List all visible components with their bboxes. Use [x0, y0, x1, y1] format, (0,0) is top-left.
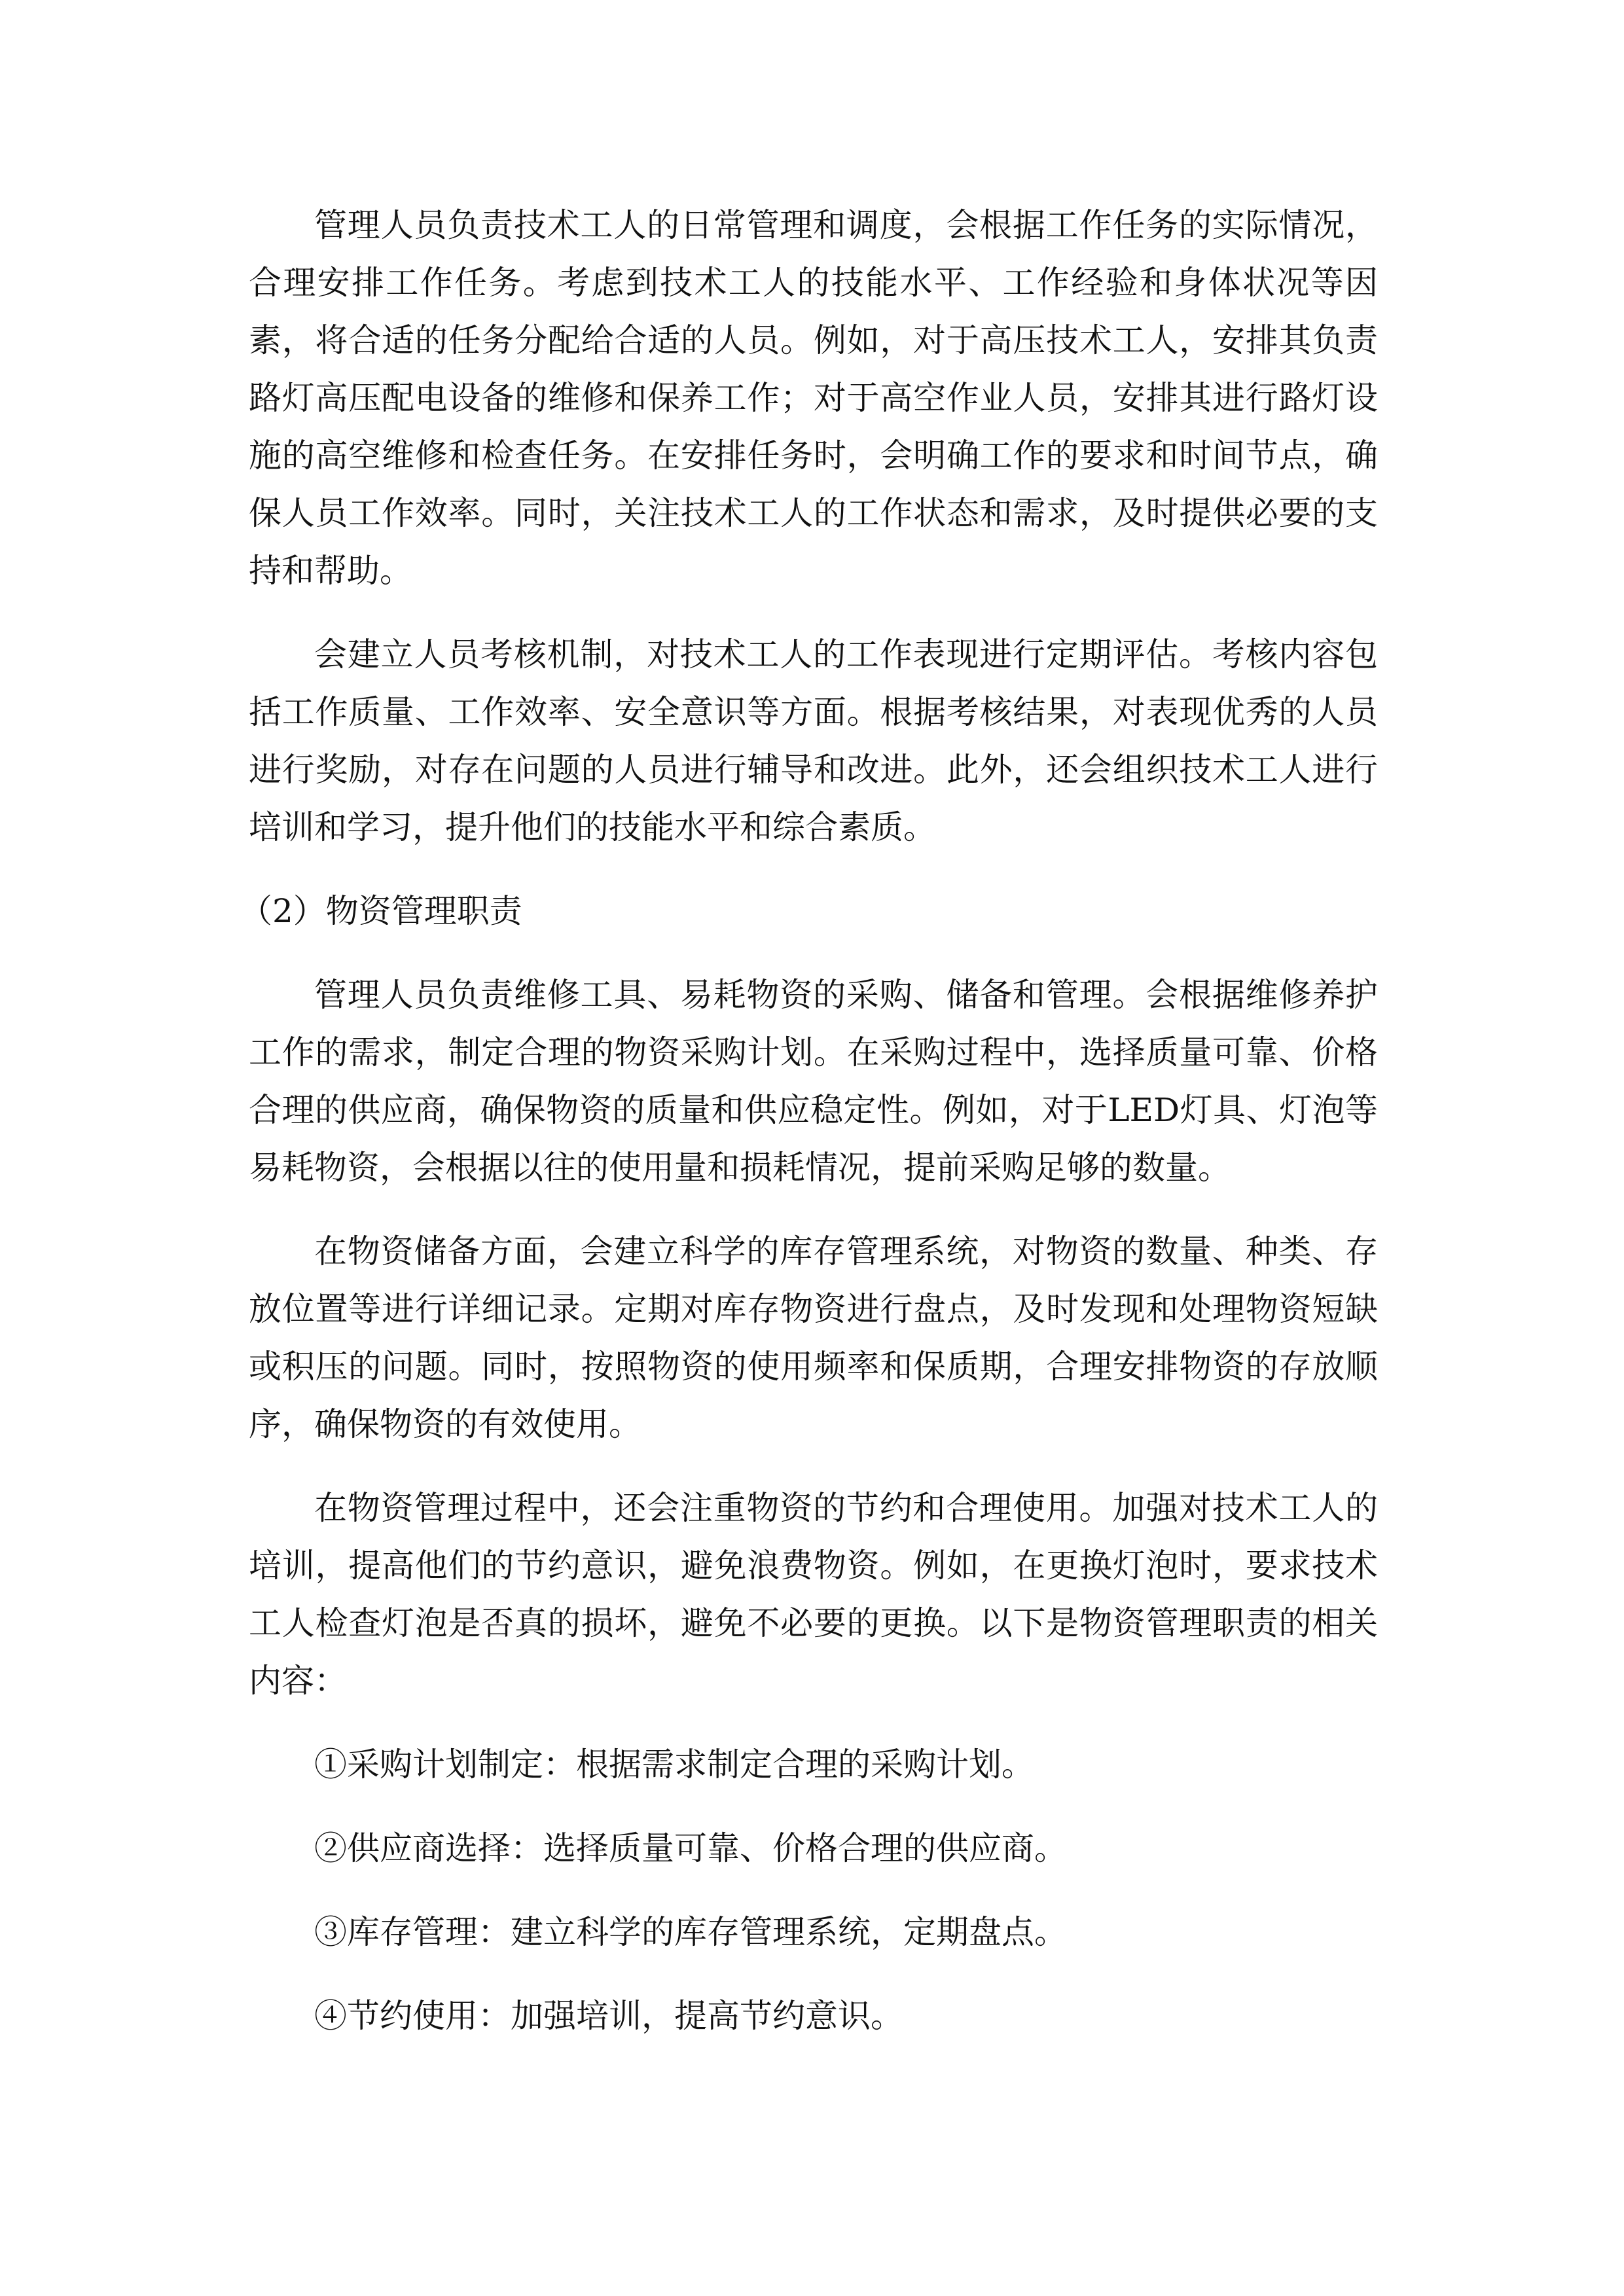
list-item: ②供应商选择：选择质量可靠、价格合理的供应商。 [314, 1829, 1067, 1867]
body-paragraph: 会建立人员考核机制，对技术工人的工作表现进行定期评估。考核内容包括工作质量、工作效率、安全意识等方面。根据考核结果，对表现优秀的人员进行奖励，对存在问题的人员进行辅导和改进。此外，还会组织技术工人进行培训和学习，提升他们的技能水平和综合素质。 [249, 636, 1378, 846]
body-paragraph: 在物资管理过程中，还会注重物资的节约和合理使用。加强对技术工人的培训，提高他们的节约意识，避免浪费物资。例如，在更换灯泡时，要求技术工人检查灯泡是否真的损坏，避免不必要的更换。以下是物资管理职责的相关内容： [249, 1489, 1378, 1700]
list-item: ④节约使用：加强培训，提高节约意识。 [314, 1997, 903, 2035]
body-paragraph: 管理人员负责维修工具、易耗物资的采购、储备和管理。会根据维修养护工作的需求，制定合理的物资采购计划。在采购过程中，选择质量可靠、价格合理的供应商，确保物资的质量和供应稳定性。例如，对于LED灯具、灯泡等易耗物资，会根据以往的使用量和损耗情况，提前采购足够的数量。 [249, 976, 1378, 1187]
body-paragraph: 在物资储备方面，会建立科学的库存管理系统，对物资的数量、种类、存放位置等进行详细记录。定期对库存物资进行盘点，及时发现和处理物资短缺或积压的问题。同时，按照物资的使用频率和保质期，合理安排物资的存放顺序，确保物资的有效使用。 [249, 1232, 1378, 1443]
body-paragraph: 管理人员负责技术工人的日常管理和调度，会根据工作任务的实际情况，合理安排工作任务。考虑到技术工人的技能水平、工作经验和身体状况等因素，将合适的任务分配给合适的人员。例如，对于高压技术工人，安排其负责路灯高压配电设备的维修和保养工作；对于高空作业人员，安排其进行路灯设施的高空维修和检查任务。在安排任务时，会明确工作的要求和时间节点，确保人员工作效率。同时，关注技术工人的工作状态和需求，及时提供必要的支持和帮助。 [249, 206, 1378, 590]
list-item: ③库存管理：建立科学的库存管理系统，定期盘点。 [314, 1913, 1067, 1951]
document-body [240, 196, 1378, 2071]
list-item: ①采购计划制定：根据需求制定合理的采购计划。 [314, 1746, 1034, 1784]
section-heading: （2）物资管理职责 [240, 892, 522, 930]
